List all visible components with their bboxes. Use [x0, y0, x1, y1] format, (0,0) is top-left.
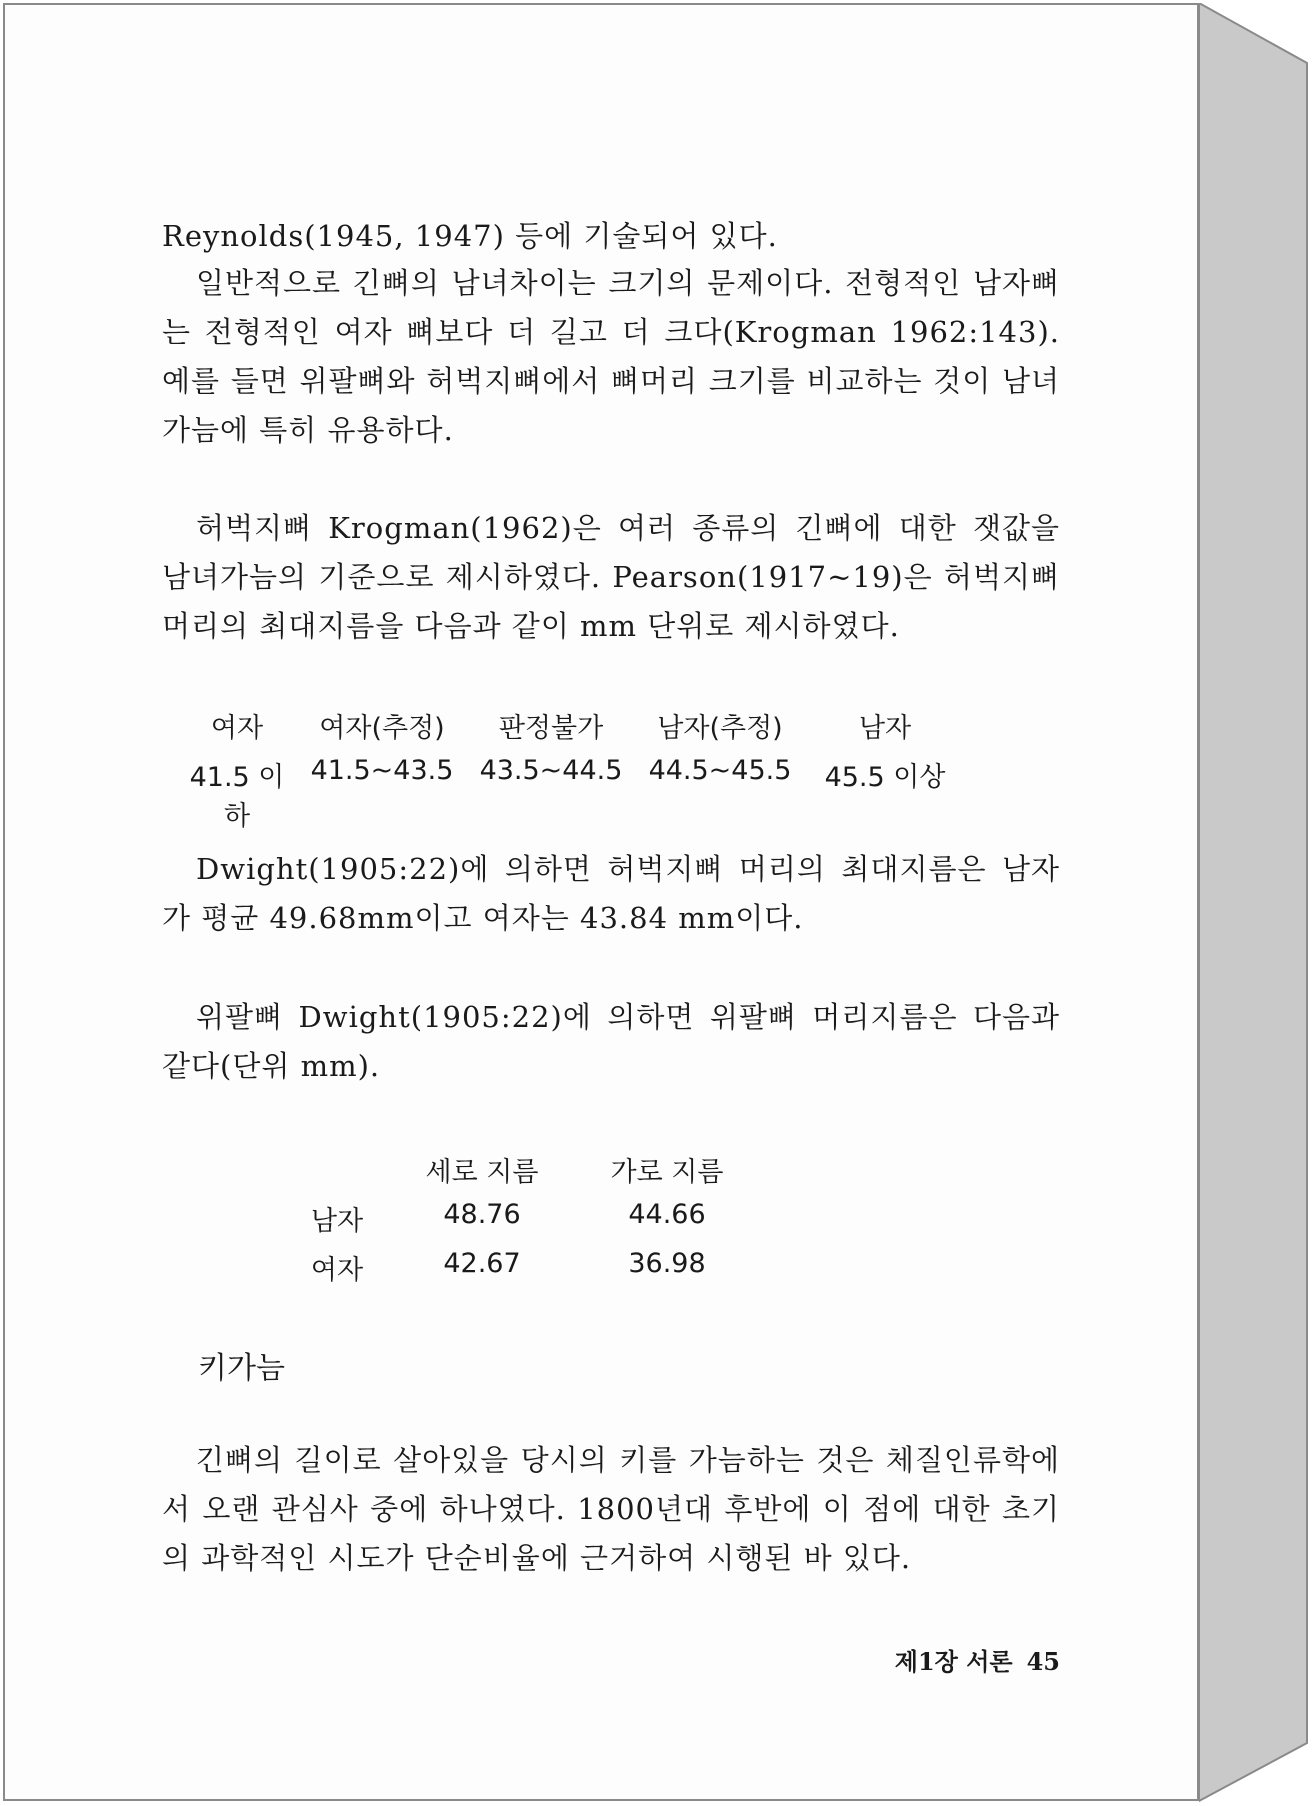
paragraph-2: 일반적으로 긴뼈의 남녀차이는 크기의 문제이다. 전형적인 남자뼈는 전형적인 여자 뼈보다 더 길고 더 크다(Krogman 1962:143). 예를 들면 위팔뼈와 허벅지뼈에서 뼈머리 크기를 비교하는 것이 남녀가늠에 특히 유용하다.	[162, 266, 1060, 447]
humerus-header-cell: 가로 지름	[610, 1157, 724, 1188]
humerus-table-header	[282, 1150, 762, 1189]
femur-header-cell: 판정불가	[498, 713, 604, 744]
femur-value-cell: 45.5 이상	[824, 762, 946, 793]
femur-table-values	[182, 755, 960, 833]
femur-header-cell: 남자	[858, 713, 912, 744]
paragraph-4: Dwight(1905:22)에 의하면 허벅지뼈 머리의 최대지름은 남자가 평균 49.68mm이고 여자는 43.84 mm이다.	[162, 852, 1060, 935]
femur-header-cell: 남자(추정)	[657, 713, 783, 744]
humerus-table-row	[282, 1199, 762, 1238]
humerus-cell: 48.76	[443, 1199, 521, 1230]
humerus-cell: 42.67	[443, 1248, 521, 1279]
femur-header-cell: 여자(추정)	[319, 713, 445, 744]
femur-value-cell: 44.5~45.5	[648, 755, 792, 786]
paragraph-5: 위팔뼈 Dwight(1905:22)에 의하면 위팔뼈 머리지름은 다음과 같다(단위 mm).	[162, 1000, 1060, 1083]
femur-value-cell: 41.5~43.5	[310, 755, 454, 786]
paragraph-1: Reynolds(1945, 1947) 등에 기술되어 있다.	[162, 219, 778, 253]
humerus-header-cell	[282, 1150, 392, 1189]
page-footer	[895, 1642, 1060, 1677]
humerus-header-cell: 세로 지름	[425, 1157, 539, 1188]
humerus-cell: 44.66	[628, 1199, 706, 1230]
footer-chapter: 제1장 서론	[894, 1647, 1013, 1676]
paragraph-3: 허벅지뼈 Krogman(1962)은 여러 종류의 긴뼈에 대한 잿값을 남녀가늠의 기준으로 제시하였다. Pearson(1917~19)은 허벅지뼈 머리의 최대지름을 다음과 같이 mm 단위로 제시하였다.	[162, 511, 1060, 643]
humerus-row-label: 남자	[310, 1206, 364, 1237]
paragraph-6: 긴뼈의 길이로 살아있을 당시의 키를 가늠하는 것은 체질인류학에서 오랜 관심사 중에 하나였다. 1800년대 후반에 이 점에 대한 초기의 과학적인 시도가 단순비율에 근거하여 시행된 바 있다.	[162, 1443, 1060, 1575]
femur-value-cell: 43.5~44.5	[479, 755, 623, 786]
page-number: 45	[1026, 1647, 1060, 1676]
femur-table-header	[182, 706, 960, 745]
section-heading: 키가늠	[198, 1351, 285, 1386]
femur-value-cell: 41.5 이하	[189, 762, 285, 832]
humerus-table-row	[282, 1248, 762, 1287]
humerus-cell: 36.98	[628, 1248, 706, 1279]
femur-header-cell: 여자	[210, 713, 264, 744]
humerus-row-label: 여자	[310, 1255, 364, 1286]
